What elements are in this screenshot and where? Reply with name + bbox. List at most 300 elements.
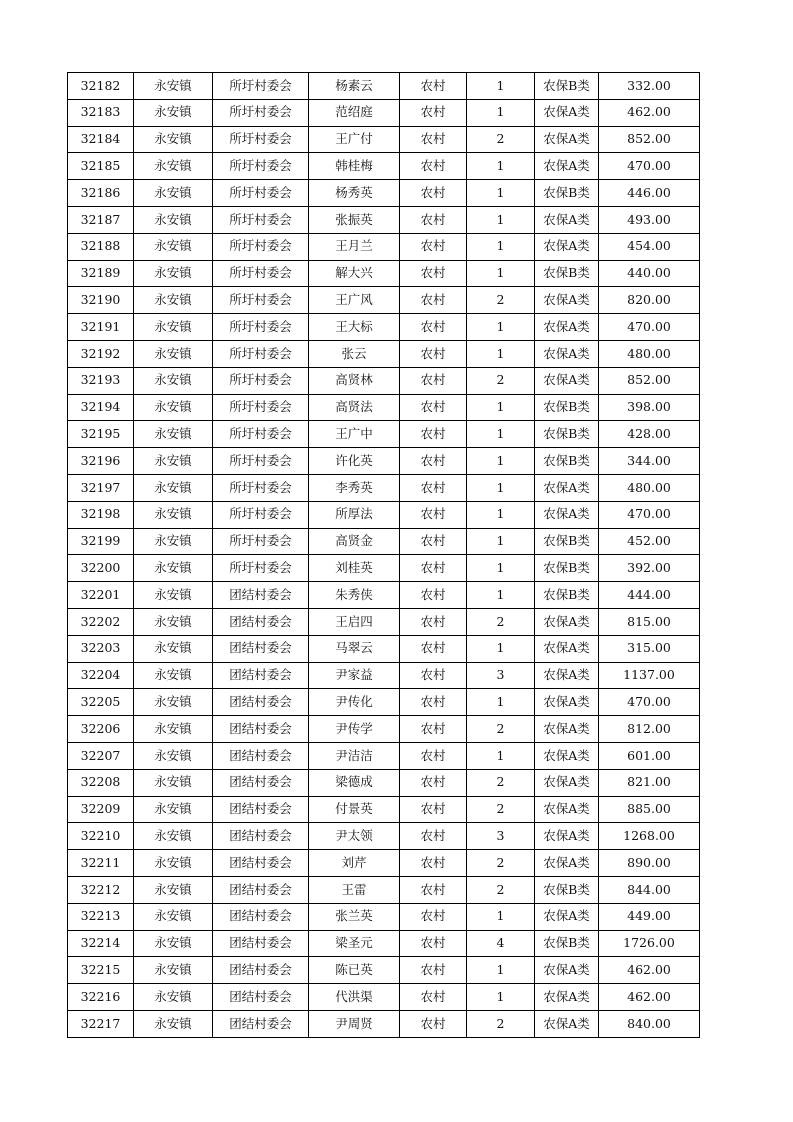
cell-area-type: 农村 (400, 233, 467, 260)
cell-insurance-type: 农保A类 (535, 126, 599, 153)
cell-town: 永安镇 (134, 1010, 213, 1037)
cell-village: 团结村委会 (213, 635, 309, 662)
cell-record-id: 32216 (68, 984, 134, 1011)
cell-village: 团结村委会 (213, 689, 309, 716)
cell-town: 永安镇 (134, 689, 213, 716)
cell-record-id: 32195 (68, 421, 134, 448)
cell-record-id: 32212 (68, 876, 134, 903)
cell-amount: 462.00 (599, 984, 700, 1011)
cell-village: 所圩村委会 (213, 501, 309, 528)
cell-area-type: 农村 (400, 984, 467, 1011)
table-row (68, 260, 700, 287)
cell-village: 所圩村委会 (213, 314, 309, 341)
cell-person-name: 王大标 (309, 314, 400, 341)
cell-insurance-type: 农保A类 (535, 716, 599, 743)
cell-area-type: 农村 (400, 501, 467, 528)
cell-person-name: 高贤金 (309, 528, 400, 555)
cell-person-name: 尹传学 (309, 716, 400, 743)
table-row (68, 876, 700, 903)
table-row (68, 153, 700, 180)
cell-town: 永安镇 (134, 421, 213, 448)
cell-household-count: 2 (467, 287, 535, 314)
cell-household-count: 1 (467, 233, 535, 260)
cell-record-id: 32211 (68, 850, 134, 877)
table-row (68, 126, 700, 153)
cell-person-name: 高贤法 (309, 394, 400, 421)
cell-household-count: 2 (467, 796, 535, 823)
cell-village: 团结村委会 (213, 903, 309, 930)
cell-village: 所圩村委会 (213, 367, 309, 394)
cell-amount: 392.00 (599, 555, 700, 582)
cell-record-id: 32199 (68, 528, 134, 555)
table-row (68, 823, 700, 850)
cell-record-id: 32215 (68, 957, 134, 984)
cell-person-name: 王广中 (309, 421, 400, 448)
cell-household-count: 1 (467, 421, 535, 448)
table-row (68, 501, 700, 528)
cell-insurance-type: 农保B类 (535, 582, 599, 609)
cell-household-count: 1 (467, 180, 535, 207)
cell-village: 所圩村委会 (213, 126, 309, 153)
cell-insurance-type: 农保B类 (535, 876, 599, 903)
cell-insurance-type: 农保A类 (535, 850, 599, 877)
cell-amount: 852.00 (599, 367, 700, 394)
cell-record-id: 32198 (68, 501, 134, 528)
cell-amount: 840.00 (599, 1010, 700, 1037)
cell-village: 所圩村委会 (213, 340, 309, 367)
cell-village: 团结村委会 (213, 796, 309, 823)
cell-household-count: 1 (467, 99, 535, 126)
table-row (68, 421, 700, 448)
cell-village: 所圩村委会 (213, 73, 309, 100)
cell-person-name: 尹太领 (309, 823, 400, 850)
cell-person-name: 杨秀英 (309, 180, 400, 207)
cell-amount: 428.00 (599, 421, 700, 448)
table-row (68, 769, 700, 796)
cell-household-count: 1 (467, 260, 535, 287)
cell-area-type: 农村 (400, 662, 467, 689)
cell-town: 永安镇 (134, 287, 213, 314)
cell-amount: 444.00 (599, 582, 700, 609)
cell-household-count: 1 (467, 689, 535, 716)
cell-town: 永安镇 (134, 742, 213, 769)
table-row (68, 394, 700, 421)
cell-household-count: 1 (467, 73, 535, 100)
cell-insurance-type: 农保A类 (535, 206, 599, 233)
cell-record-id: 32191 (68, 314, 134, 341)
cell-insurance-type: 农保B类 (535, 448, 599, 475)
cell-record-id: 32203 (68, 635, 134, 662)
cell-person-name: 马翠云 (309, 635, 400, 662)
cell-record-id: 32217 (68, 1010, 134, 1037)
cell-town: 永安镇 (134, 528, 213, 555)
cell-town: 永安镇 (134, 608, 213, 635)
cell-area-type: 农村 (400, 742, 467, 769)
cell-insurance-type: 农保B类 (535, 394, 599, 421)
cell-village: 团结村委会 (213, 850, 309, 877)
table-row (68, 957, 700, 984)
cell-household-count: 1 (467, 314, 535, 341)
table-row (68, 635, 700, 662)
cell-person-name: 尹传化 (309, 689, 400, 716)
cell-village: 团结村委会 (213, 769, 309, 796)
cell-household-count: 1 (467, 206, 535, 233)
cell-household-count: 1 (467, 957, 535, 984)
cell-area-type: 农村 (400, 421, 467, 448)
cell-household-count: 1 (467, 448, 535, 475)
cell-village: 团结村委会 (213, 608, 309, 635)
cell-insurance-type: 农保B类 (535, 180, 599, 207)
cell-household-count: 2 (467, 608, 535, 635)
table-row (68, 1010, 700, 1037)
cell-town: 永安镇 (134, 474, 213, 501)
cell-record-id: 32213 (68, 903, 134, 930)
table-row (68, 340, 700, 367)
cell-person-name: 尹周贤 (309, 1010, 400, 1037)
table-row (68, 206, 700, 233)
cell-village: 团结村委会 (213, 984, 309, 1011)
cell-amount: 470.00 (599, 314, 700, 341)
cell-record-id: 32209 (68, 796, 134, 823)
cell-insurance-type: 农保A类 (535, 742, 599, 769)
cell-town: 永安镇 (134, 635, 213, 662)
cell-insurance-type: 农保B类 (535, 930, 599, 957)
table-row (68, 608, 700, 635)
cell-area-type: 农村 (400, 957, 467, 984)
cell-household-count: 4 (467, 930, 535, 957)
cell-amount: 852.00 (599, 126, 700, 153)
cell-insurance-type: 农保A类 (535, 367, 599, 394)
cell-insurance-type: 农保A类 (535, 340, 599, 367)
cell-record-id: 32194 (68, 394, 134, 421)
cell-town: 永安镇 (134, 314, 213, 341)
cell-household-count: 1 (467, 903, 535, 930)
cell-record-id: 32182 (68, 73, 134, 100)
cell-record-id: 32197 (68, 474, 134, 501)
cell-insurance-type: 农保A类 (535, 957, 599, 984)
table-row (68, 796, 700, 823)
table-row (68, 314, 700, 341)
cell-record-id: 32196 (68, 448, 134, 475)
cell-record-id: 32185 (68, 153, 134, 180)
cell-area-type: 农村 (400, 608, 467, 635)
cell-area-type: 农村 (400, 367, 467, 394)
cell-household-count: 1 (467, 582, 535, 609)
table-row (68, 689, 700, 716)
cell-record-id: 32200 (68, 555, 134, 582)
cell-person-name: 代洪渠 (309, 984, 400, 1011)
table-row (68, 474, 700, 501)
cell-record-id: 32189 (68, 260, 134, 287)
cell-village: 所圩村委会 (213, 260, 309, 287)
cell-amount: 446.00 (599, 180, 700, 207)
cell-person-name: 许化英 (309, 448, 400, 475)
cell-town: 永安镇 (134, 153, 213, 180)
table-row (68, 742, 700, 769)
cell-amount: 344.00 (599, 448, 700, 475)
cell-insurance-type: 农保A类 (535, 287, 599, 314)
cell-amount: 462.00 (599, 99, 700, 126)
cell-area-type: 农村 (400, 448, 467, 475)
cell-person-name: 所厚法 (309, 501, 400, 528)
table-row (68, 716, 700, 743)
cell-area-type: 农村 (400, 314, 467, 341)
cell-town: 永安镇 (134, 850, 213, 877)
table-row (68, 582, 700, 609)
table-row (68, 930, 700, 957)
cell-person-name: 张振英 (309, 206, 400, 233)
cell-insurance-type: 农保A类 (535, 99, 599, 126)
records-table (67, 72, 700, 1038)
cell-area-type: 农村 (400, 474, 467, 501)
cell-village: 所圩村委会 (213, 287, 309, 314)
cell-amount: 812.00 (599, 716, 700, 743)
cell-record-id: 32204 (68, 662, 134, 689)
cell-household-count: 2 (467, 1010, 535, 1037)
cell-insurance-type: 农保A类 (535, 153, 599, 180)
cell-insurance-type: 农保B类 (535, 555, 599, 582)
cell-town: 永安镇 (134, 394, 213, 421)
table-row (68, 180, 700, 207)
cell-person-name: 王雷 (309, 876, 400, 903)
table-row (68, 448, 700, 475)
cell-village: 所圩村委会 (213, 99, 309, 126)
cell-household-count: 2 (467, 769, 535, 796)
cell-person-name: 梁圣元 (309, 930, 400, 957)
cell-town: 永安镇 (134, 769, 213, 796)
table-row (68, 528, 700, 555)
cell-household-count: 3 (467, 823, 535, 850)
cell-insurance-type: 农保A类 (535, 635, 599, 662)
cell-village: 团结村委会 (213, 1010, 309, 1037)
cell-amount: 449.00 (599, 903, 700, 930)
cell-town: 永安镇 (134, 716, 213, 743)
cell-village: 团结村委会 (213, 582, 309, 609)
cell-record-id: 32214 (68, 930, 134, 957)
cell-town: 永安镇 (134, 448, 213, 475)
table-row (68, 287, 700, 314)
cell-area-type: 农村 (400, 206, 467, 233)
cell-town: 永安镇 (134, 582, 213, 609)
cell-amount: 480.00 (599, 474, 700, 501)
cell-person-name: 李秀英 (309, 474, 400, 501)
cell-person-name: 张兰英 (309, 903, 400, 930)
cell-insurance-type: 农保A类 (535, 769, 599, 796)
cell-area-type: 农村 (400, 930, 467, 957)
cell-insurance-type: 农保A类 (535, 501, 599, 528)
cell-village: 所圩村委会 (213, 180, 309, 207)
cell-person-name: 杨素云 (309, 73, 400, 100)
cell-area-type: 农村 (400, 260, 467, 287)
cell-household-count: 1 (467, 742, 535, 769)
cell-area-type: 农村 (400, 635, 467, 662)
cell-household-count: 1 (467, 555, 535, 582)
cell-person-name: 刘芹 (309, 850, 400, 877)
cell-person-name: 王广付 (309, 126, 400, 153)
cell-area-type: 农村 (400, 716, 467, 743)
cell-record-id: 32193 (68, 367, 134, 394)
table-row (68, 73, 700, 100)
cell-record-id: 32210 (68, 823, 134, 850)
cell-person-name: 尹洁洁 (309, 742, 400, 769)
cell-village: 所圩村委会 (213, 394, 309, 421)
records-table-body (68, 73, 700, 1038)
cell-amount: 332.00 (599, 73, 700, 100)
cell-record-id: 32186 (68, 180, 134, 207)
cell-area-type: 农村 (400, 287, 467, 314)
cell-village: 团结村委会 (213, 823, 309, 850)
cell-household-count: 3 (467, 662, 535, 689)
cell-amount: 315.00 (599, 635, 700, 662)
cell-village: 团结村委会 (213, 662, 309, 689)
table-row (68, 555, 700, 582)
cell-household-count: 1 (467, 501, 535, 528)
cell-record-id: 32183 (68, 99, 134, 126)
cell-amount: 398.00 (599, 394, 700, 421)
cell-record-id: 32201 (68, 582, 134, 609)
cell-village: 所圩村委会 (213, 153, 309, 180)
cell-village: 所圩村委会 (213, 421, 309, 448)
cell-area-type: 农村 (400, 126, 467, 153)
cell-household-count: 1 (467, 984, 535, 1011)
cell-amount: 820.00 (599, 287, 700, 314)
table-row (68, 984, 700, 1011)
cell-household-count: 2 (467, 850, 535, 877)
cell-town: 永安镇 (134, 73, 213, 100)
cell-area-type: 农村 (400, 903, 467, 930)
cell-household-count: 2 (467, 876, 535, 903)
cell-insurance-type: 农保A类 (535, 823, 599, 850)
cell-village: 团结村委会 (213, 930, 309, 957)
cell-town: 永安镇 (134, 823, 213, 850)
cell-record-id: 32205 (68, 689, 134, 716)
cell-amount: 1137.00 (599, 662, 700, 689)
cell-amount: 480.00 (599, 340, 700, 367)
cell-town: 永安镇 (134, 957, 213, 984)
table-row (68, 99, 700, 126)
cell-amount: 815.00 (599, 608, 700, 635)
cell-town: 永安镇 (134, 126, 213, 153)
cell-town: 永安镇 (134, 903, 213, 930)
cell-amount: 821.00 (599, 769, 700, 796)
cell-person-name: 范绍庭 (309, 99, 400, 126)
cell-household-count: 1 (467, 528, 535, 555)
cell-amount: 470.00 (599, 501, 700, 528)
cell-town: 永安镇 (134, 99, 213, 126)
cell-insurance-type: 农保B类 (535, 260, 599, 287)
cell-record-id: 32202 (68, 608, 134, 635)
cell-record-id: 32207 (68, 742, 134, 769)
cell-amount: 470.00 (599, 153, 700, 180)
cell-person-name: 王月兰 (309, 233, 400, 260)
cell-town: 永安镇 (134, 206, 213, 233)
cell-record-id: 32206 (68, 716, 134, 743)
cell-town: 永安镇 (134, 260, 213, 287)
cell-record-id: 32208 (68, 769, 134, 796)
cell-person-name: 付景英 (309, 796, 400, 823)
cell-area-type: 农村 (400, 876, 467, 903)
cell-town: 永安镇 (134, 340, 213, 367)
cell-town: 永安镇 (134, 233, 213, 260)
cell-amount: 1726.00 (599, 930, 700, 957)
cell-area-type: 农村 (400, 394, 467, 421)
cell-amount: 885.00 (599, 796, 700, 823)
cell-village: 团结村委会 (213, 716, 309, 743)
cell-person-name: 刘桂英 (309, 555, 400, 582)
cell-area-type: 农村 (400, 180, 467, 207)
table-row (68, 662, 700, 689)
cell-village: 所圩村委会 (213, 206, 309, 233)
cell-area-type: 农村 (400, 528, 467, 555)
cell-household-count: 1 (467, 394, 535, 421)
cell-village: 团结村委会 (213, 876, 309, 903)
cell-town: 永安镇 (134, 555, 213, 582)
cell-village: 所圩村委会 (213, 448, 309, 475)
cell-town: 永安镇 (134, 367, 213, 394)
cell-person-name: 梁德成 (309, 769, 400, 796)
cell-insurance-type: 农保A类 (535, 1010, 599, 1037)
cell-person-name: 韩桂梅 (309, 153, 400, 180)
cell-insurance-type: 农保A类 (535, 233, 599, 260)
cell-insurance-type: 农保A类 (535, 314, 599, 341)
cell-area-type: 农村 (400, 73, 467, 100)
document-page (67, 72, 699, 1038)
cell-village: 所圩村委会 (213, 555, 309, 582)
table-row (68, 850, 700, 877)
cell-area-type: 农村 (400, 689, 467, 716)
table-row (68, 233, 700, 260)
cell-person-name: 尹家益 (309, 662, 400, 689)
cell-person-name: 王广风 (309, 287, 400, 314)
cell-person-name: 张云 (309, 340, 400, 367)
cell-record-id: 32188 (68, 233, 134, 260)
cell-area-type: 农村 (400, 555, 467, 582)
cell-household-count: 1 (467, 474, 535, 501)
cell-record-id: 32192 (68, 340, 134, 367)
cell-village: 所圩村委会 (213, 233, 309, 260)
cell-record-id: 32190 (68, 287, 134, 314)
cell-amount: 470.00 (599, 689, 700, 716)
cell-household-count: 2 (467, 126, 535, 153)
cell-town: 永安镇 (134, 796, 213, 823)
cell-town: 永安镇 (134, 984, 213, 1011)
cell-village: 所圩村委会 (213, 528, 309, 555)
cell-amount: 452.00 (599, 528, 700, 555)
cell-person-name: 王启四 (309, 608, 400, 635)
cell-village: 所圩村委会 (213, 474, 309, 501)
cell-town: 永安镇 (134, 180, 213, 207)
cell-person-name: 解大兴 (309, 260, 400, 287)
cell-insurance-type: 农保A类 (535, 662, 599, 689)
cell-person-name: 高贤林 (309, 367, 400, 394)
cell-amount: 601.00 (599, 742, 700, 769)
cell-insurance-type: 农保B类 (535, 421, 599, 448)
cell-amount: 890.00 (599, 850, 700, 877)
cell-amount: 440.00 (599, 260, 700, 287)
cell-area-type: 农村 (400, 340, 467, 367)
cell-area-type: 农村 (400, 796, 467, 823)
cell-household-count: 1 (467, 340, 535, 367)
cell-record-id: 32187 (68, 206, 134, 233)
cell-insurance-type: 农保A类 (535, 689, 599, 716)
cell-insurance-type: 农保A类 (535, 903, 599, 930)
table-row (68, 903, 700, 930)
cell-person-name: 朱秀侠 (309, 582, 400, 609)
cell-amount: 844.00 (599, 876, 700, 903)
cell-insurance-type: 农保A类 (535, 608, 599, 635)
cell-area-type: 农村 (400, 99, 467, 126)
cell-village: 团结村委会 (213, 957, 309, 984)
